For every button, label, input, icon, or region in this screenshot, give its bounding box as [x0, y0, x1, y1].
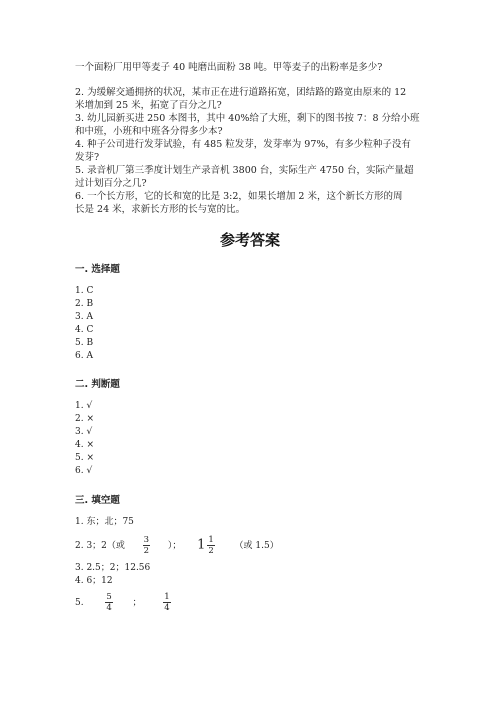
- judge-answer: 3. √: [75, 427, 93, 437]
- problem-5-line-1: 5. 录音机厂第三季度计划生产录音机 3800 台，实际生产 4750 台，实际产量超: [75, 165, 414, 176]
- fill-answer-2: [75, 535, 279, 556]
- fill-answer-2-prefix: 2. 3；2（或: [75, 541, 125, 551]
- problem-4-line-1: 4. 种子公司进行发芽试验，有 485 粒发芽，发芽率为 97%，有多少粒种子没有: [75, 139, 411, 150]
- answer-title: 参考答案: [219, 231, 280, 249]
- section-fill-heading: 三. 填空题: [75, 495, 120, 506]
- fill-answer-5: [75, 592, 173, 613]
- judge-answer: 4. ×: [75, 440, 94, 450]
- fill-answer-1: 1. 东；北；75: [75, 517, 134, 527]
- problem-2-line-1: 2. 为缓解交通拥挤的状况，某市正在进行道路拓宽，团结路的路宽由原来的 12: [75, 87, 407, 98]
- problem-3-line-1: 3. 幼儿园新买进 250 本图书，其中 40%给了大班，剩下的图书按 7：8 分给小班: [75, 113, 420, 124]
- fill-answer-5-prefix: 5.: [75, 598, 84, 608]
- problem-2-line-2: 米增加到 25 米，拓宽了百分之几?: [75, 100, 222, 111]
- choice-answer: 2. B: [75, 299, 94, 309]
- section-choice-heading: 一. 选择题: [75, 264, 120, 275]
- choice-answer: 4. C: [75, 325, 94, 335]
- fraction-numerator: 5: [106, 592, 112, 602]
- choice-answer: 1. C: [75, 286, 94, 296]
- problem-1-line: 一个面粉厂用甲等麦子 40 吨磨出面粉 38 吨。甲等麦子的出粉率是多少?: [75, 62, 383, 73]
- problem-4-line-2: 发芽?: [75, 152, 100, 163]
- choice-answer: 3. A: [75, 312, 93, 322]
- fraction-three-halves: [143, 535, 150, 556]
- fraction-numerator: 3: [143, 535, 150, 545]
- judge-answer: 1. √: [75, 401, 93, 411]
- fill-answer-5-mid: ；: [132, 598, 142, 608]
- mixed-number-whole: 1: [197, 537, 206, 553]
- problem-3-line-2: 和中班，小班和中班各分得多少本?: [75, 126, 223, 137]
- fraction-denominator: 4: [106, 603, 112, 613]
- choice-answer: 5. B: [75, 338, 94, 348]
- fraction-denominator: 4: [164, 603, 170, 613]
- fraction-numerator: 1: [208, 535, 214, 545]
- fraction-denominator: 2: [208, 546, 214, 556]
- problem-6-line-2: 长是 24 米，求新长方形的长与宽的比。: [75, 204, 246, 215]
- fill-answer-2-mid: ）；: [167, 541, 182, 551]
- fill-answer-4: 4. 6；12: [75, 576, 113, 586]
- fill-answer-3: 3. 2.5；2；12.56: [75, 563, 151, 573]
- fraction-one-quarter: [163, 592, 170, 613]
- mixed-number-fraction: [207, 535, 214, 556]
- judge-answer: 2. ×: [75, 414, 94, 424]
- problem-5-line-2: 过计划百分之几?: [75, 178, 147, 189]
- section-judge-heading: 二. 判断题: [75, 379, 120, 390]
- fraction-numerator: 1: [164, 592, 170, 602]
- judge-answer: 5. ×: [75, 453, 94, 463]
- choice-answer: 6. A: [75, 351, 93, 361]
- fill-answer-2-suffix: （或 1.5）: [234, 541, 279, 551]
- fraction-five-quarters: [105, 592, 112, 613]
- judge-answer: 6. √: [75, 466, 93, 476]
- problem-6-line-1: 6. 一个长方形，它的长和宽的比是 3:2，如果长增加 2 米，这个新长方形的周: [75, 191, 403, 202]
- fraction-denominator: 2: [143, 546, 150, 556]
